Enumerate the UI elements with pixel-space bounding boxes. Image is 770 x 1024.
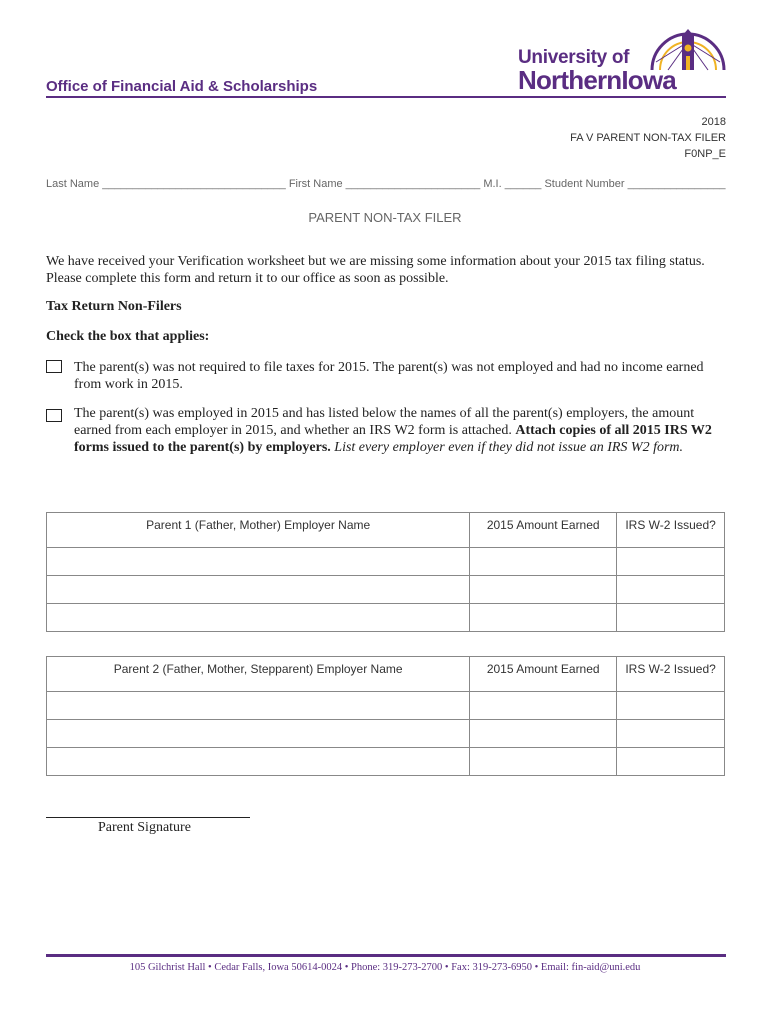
w2-cell[interactable] (617, 576, 725, 604)
employer-name-cell[interactable] (47, 548, 470, 576)
table-header-amount: 2015 Amount Earned (470, 513, 617, 548)
table-header-w2: IRS W-2 Issued? (617, 657, 725, 692)
table-header-w2: IRS W-2 Issued? (617, 513, 725, 548)
parent1-employer-table (46, 512, 725, 632)
logo-text-university: University of (518, 47, 630, 68)
signature-label: Parent Signature (98, 820, 191, 835)
amount-cell[interactable] (470, 720, 617, 748)
checkbox-not-employed[interactable] (46, 360, 62, 373)
form-code: F0NP_E (684, 148, 726, 160)
table-row (47, 748, 725, 776)
amount-cell[interactable] (470, 576, 617, 604)
w2-cell[interactable] (617, 720, 725, 748)
intro-paragraph: We have received your Verification worksheet but we are missing some information about your 2015 tax filing status. Please complete this form and return it to our office as soon as possible. (46, 254, 705, 286)
campanile-logo-icon (648, 28, 726, 72)
w2-cell[interactable] (617, 548, 725, 576)
table-row (47, 576, 725, 604)
student-name-line[interactable]: Last Name ______________________________ First Name ______________________ M.I. ______ Student Number ________________ (46, 178, 726, 190)
check-heading: Check the box that applies: (46, 329, 210, 344)
employer-name-cell[interactable] (47, 576, 470, 604)
employer-name-cell[interactable] (47, 748, 470, 776)
employer-name-cell[interactable] (47, 604, 470, 632)
option-employed-italic-instruction: List every employer even if they did not issue an IRS W2 form. (334, 440, 684, 455)
footer-divider (46, 954, 726, 957)
checkbox-employed[interactable] (46, 409, 62, 422)
signature-line[interactable] (46, 817, 250, 818)
amount-cell[interactable] (470, 604, 617, 632)
footer-contact: 105 Gilchrist Hall • Cedar Falls, Iowa 50614-0024 • Phone: 319-273-2700 • Fax: 319-273-6950 • Email: fin-aid@uni.edu (129, 962, 641, 973)
amount-cell[interactable] (470, 748, 617, 776)
option-not-employed: The parent(s) was not required to file taxes for 2015. The parent(s) was not employed and had no income earned from work in 2015. (74, 360, 704, 392)
table-header-employer: Parent 2 (Father, Mother, Stepparent) Employer Name (47, 657, 470, 692)
parent2-employer-table (46, 656, 725, 776)
office-title: Office of Financial Aid & Scholarships (46, 78, 318, 95)
employer-name-cell[interactable] (47, 720, 470, 748)
table-row (47, 720, 725, 748)
w2-cell[interactable] (617, 692, 725, 720)
section-heading: Tax Return Non-Filers (46, 299, 182, 314)
w2-cell[interactable] (617, 604, 725, 632)
option-employed-text: The parent(s) was employed in 2015 and has listed below the names of all the parent(s) employers, the amount earned from each employer in 2015, and whether an IRS W2 form is attached. (74, 406, 695, 438)
form-title: PARENT NON-TAX FILER (308, 210, 462, 225)
option-employed-bold-instruction: Attach copies of all 2015 IRS W2 forms issued to the parent(s) by employers. (74, 423, 712, 455)
form-year: 2018 (701, 116, 726, 128)
header-divider (46, 96, 726, 98)
table-header-amount: 2015 Amount Earned (470, 657, 617, 692)
amount-cell[interactable] (470, 692, 617, 720)
table-row (47, 548, 725, 576)
form-name: FA V PARENT NON-TAX FILER (570, 132, 726, 144)
employer-name-cell[interactable] (47, 692, 470, 720)
logo-text-northern-iowa: NorthernIowa (518, 65, 676, 95)
table-row (47, 692, 725, 720)
table-header-employer: Parent 1 (Father, Mother) Employer Name (47, 513, 470, 548)
amount-cell[interactable] (470, 548, 617, 576)
option-employed (74, 405, 724, 456)
table-row (47, 604, 725, 632)
w2-cell[interactable] (617, 748, 725, 776)
